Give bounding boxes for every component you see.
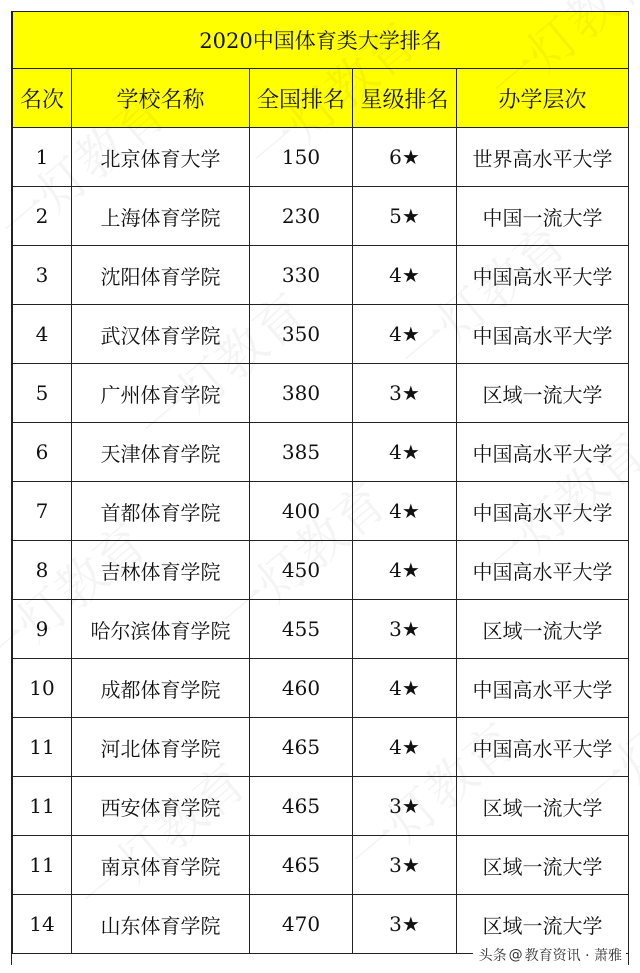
cell-school-name: 哈尔滨体育学院: [72, 600, 250, 659]
ranking-sheet: [11, 11, 629, 965]
cell-star-rank: 4★: [353, 246, 457, 305]
cell-rank: 2: [13, 187, 72, 246]
cell-school-name: 沈阳体育学院: [72, 246, 250, 305]
title-row: [13, 12, 629, 69]
cell-national-rank: 455: [250, 600, 353, 659]
table-row: [13, 541, 629, 600]
cell-school-name: 吉林体育学院: [72, 541, 250, 600]
cell-star-rank: 4★: [353, 423, 457, 482]
table-row: [13, 423, 629, 482]
cell-school-level: 中国高水平大学: [457, 482, 629, 541]
cell-school-name: 北京体育大学: [72, 128, 250, 187]
cell-star-rank: 3★: [353, 600, 457, 659]
cell-school-level: 中国高水平大学: [457, 659, 629, 718]
cell-national-rank: 385: [250, 423, 353, 482]
cell-national-rank: 450: [250, 541, 353, 600]
source-credit: [473, 943, 626, 967]
table-row: [13, 777, 629, 836]
cell-national-rank: 150: [250, 128, 353, 187]
cell-school-name: 南京体育学院: [72, 836, 250, 895]
cell-rank: 9: [13, 600, 72, 659]
cell-national-rank: 470: [250, 895, 353, 954]
cell-star-rank: 3★: [353, 836, 457, 895]
cell-school-level: 区域一流大学: [457, 600, 629, 659]
cell-rank: 11: [13, 777, 72, 836]
cell-national-rank: 465: [250, 718, 353, 777]
cell-school-name: 成都体育学院: [72, 659, 250, 718]
cell-national-rank: 465: [250, 777, 353, 836]
cell-school-level: 区域一流大学: [457, 364, 629, 423]
header-school-level: 办学层次: [457, 69, 629, 128]
credit-author: 教育资讯 · 萧雅: [524, 948, 622, 964]
cell-school-name: 西安体育学院: [72, 777, 250, 836]
cell-school-name: 首都体育学院: [72, 482, 250, 541]
cell-star-rank: 4★: [353, 718, 457, 777]
cell-national-rank: 400: [250, 482, 353, 541]
cell-rank: 10: [13, 659, 72, 718]
cell-school-level: 中国高水平大学: [457, 305, 629, 364]
cell-rank: 8: [13, 541, 72, 600]
cell-star-rank: 5★: [353, 187, 457, 246]
cell-national-rank: 460: [250, 659, 353, 718]
cell-school-level: 中国高水平大学: [457, 423, 629, 482]
cell-rank: 5: [13, 364, 72, 423]
cell-school-name: 天津体育学院: [72, 423, 250, 482]
cell-rank: 3: [13, 246, 72, 305]
cell-school-level: 世界高水平大学: [457, 128, 629, 187]
cell-rank: 11: [13, 836, 72, 895]
cell-school-level: 区域一流大学: [457, 895, 629, 954]
cell-national-rank: 330: [250, 246, 353, 305]
cell-school-level: 中国高水平大学: [457, 246, 629, 305]
header-school-name: 学校名称: [72, 69, 250, 128]
table-row: [13, 246, 629, 305]
cell-school-level: 区域一流大学: [457, 777, 629, 836]
cell-star-rank: 4★: [353, 482, 457, 541]
header-star-rank: 星级排名: [353, 69, 457, 128]
cell-star-rank: 4★: [353, 541, 457, 600]
table-row: [13, 718, 629, 777]
header-national-rank: 全国排名: [250, 69, 353, 128]
ranking-table: [12, 11, 629, 954]
cell-star-rank: 3★: [353, 364, 457, 423]
cell-star-rank: 3★: [353, 777, 457, 836]
cell-school-level: 中国一流大学: [457, 187, 629, 246]
cell-school-name: 河北体育学院: [72, 718, 250, 777]
cell-star-rank: 4★: [353, 305, 457, 364]
cell-rank: 1: [13, 128, 72, 187]
table-row: [13, 187, 629, 246]
table-row: [13, 600, 629, 659]
cell-school-level: 区域一流大学: [457, 836, 629, 895]
table-row: [13, 305, 629, 364]
table-row: [13, 364, 629, 423]
cell-national-rank: 380: [250, 364, 353, 423]
at-icon: @: [508, 947, 523, 963]
header-rank: 名次: [13, 69, 72, 128]
cell-rank: 14: [13, 895, 72, 954]
credit-prefix: 头条: [478, 948, 507, 964]
cell-rank: 11: [13, 718, 72, 777]
cell-school-name: 山东体育学院: [72, 895, 250, 954]
cell-school-level: 中国高水平大学: [457, 718, 629, 777]
cell-rank: 6: [13, 423, 72, 482]
table-row: [13, 128, 629, 187]
header-row: [13, 69, 629, 128]
cell-school-level: 中国高水平大学: [457, 541, 629, 600]
cell-star-rank: 6★: [353, 128, 457, 187]
cell-national-rank: 350: [250, 305, 353, 364]
table-row: [13, 482, 629, 541]
table-row: [13, 659, 629, 718]
cell-star-rank: 3★: [353, 895, 457, 954]
cell-rank: 4: [13, 305, 72, 364]
cell-school-name: 上海体育学院: [72, 187, 250, 246]
table-title: 2020中国体育类大学排名: [13, 12, 629, 69]
cell-star-rank: 4★: [353, 659, 457, 718]
cell-national-rank: 465: [250, 836, 353, 895]
cell-national-rank: 230: [250, 187, 353, 246]
table-row: [13, 836, 629, 895]
cell-school-name: 广州体育学院: [72, 364, 250, 423]
cell-school-name: 武汉体育学院: [72, 305, 250, 364]
cell-rank: 7: [13, 482, 72, 541]
